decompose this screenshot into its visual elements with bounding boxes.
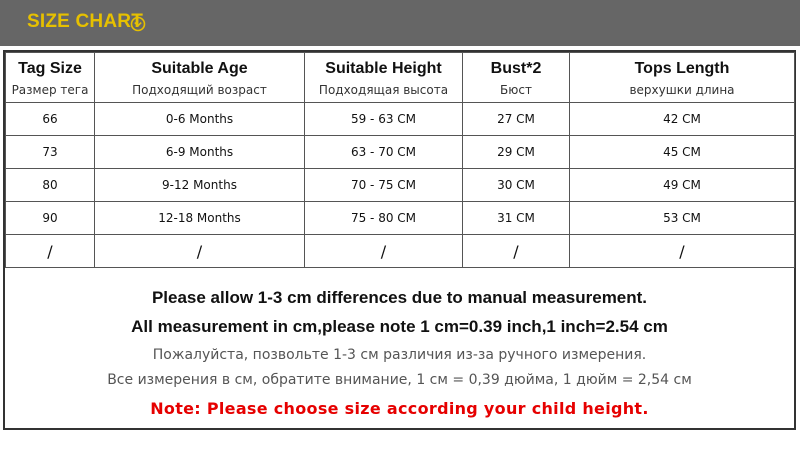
note-measurement-allowance-ru: Пожалуйста, позвольте 1-3 см различия из-за ручного измерения. [152, 347, 647, 363]
height-cell: / [305, 235, 463, 268]
table-row [6, 169, 795, 202]
age-cell: / [95, 235, 305, 268]
column-header-suitable-age [95, 53, 305, 103]
notes-section [5, 278, 794, 428]
column-header-sublabel: Подходящая высота [318, 83, 449, 97]
table-row [6, 103, 795, 136]
column-header-tag-size [6, 53, 95, 103]
column-header-sublabel: Подходящий возраст [132, 83, 267, 97]
bust-cell: 31 CM [463, 202, 570, 235]
column-header-sublabel: Размер тега [11, 83, 89, 97]
column-header-sublabel: Бюст [500, 83, 532, 97]
bust-cell: / [463, 235, 570, 268]
age-cell: 6-9 Months [95, 136, 305, 169]
tag-size-cell: / [6, 235, 95, 268]
bust-cell: 30 CM [463, 169, 570, 202]
chevron-down-circle-icon [130, 16, 146, 32]
tops-length-cell: / [570, 235, 795, 268]
tops-length-cell: 42 CM [570, 103, 795, 136]
note-size-warning: Note: Please choose size according your child height. [150, 399, 649, 418]
height-cell: 70 - 75 CM [305, 169, 463, 202]
bust-cell: 29 CM [463, 136, 570, 169]
column-header-label: Suitable Age [151, 60, 248, 77]
table-row [6, 136, 795, 169]
height-cell: 63 - 70 CM [305, 136, 463, 169]
column-header-label: Tag Size [18, 60, 82, 77]
tops-length-cell: 45 CM [570, 136, 795, 169]
column-header-bust [463, 53, 570, 103]
column-header-label: Suitable Height [325, 60, 442, 77]
table-header-row [6, 53, 795, 103]
header-bar [0, 0, 800, 46]
column-header-label: Bust*2 [490, 60, 542, 77]
column-header-tops-length [570, 53, 795, 103]
tops-length-cell: 49 CM [570, 169, 795, 202]
note-unit-conversion: All measurement in cm,please note 1 cm=0.39 inch,1 inch=2.54 cm [131, 317, 668, 336]
bust-cell: 27 CM [463, 103, 570, 136]
tag-size-cell: 66 [6, 103, 95, 136]
height-cell: 59 - 63 CM [305, 103, 463, 136]
age-cell: 9-12 Months [95, 169, 305, 202]
size-table [5, 52, 795, 268]
table-row [6, 202, 795, 235]
column-header-suitable-height [305, 53, 463, 103]
tops-length-cell: 53 CM [570, 202, 795, 235]
note-unit-conversion-ru: Все измерения в см, обратите внимание, 1 см = 0,39 дюйма, 1 дюйм = 2,54 см [107, 372, 692, 388]
size-chart-title: SIZE CHART [27, 11, 143, 32]
age-cell: 0-6 Months [95, 103, 305, 136]
tag-size-cell: 90 [6, 202, 95, 235]
note-measurement-allowance: Please allow 1-3 cm differences due to manual measurement. [151, 288, 648, 307]
column-header-label: Tops Length [634, 60, 730, 77]
tag-size-cell: 73 [6, 136, 95, 169]
tag-size-cell: 80 [6, 169, 95, 202]
table-row [6, 235, 795, 268]
column-header-sublabel: верхушки длина [629, 83, 735, 97]
height-cell: 75 - 80 CM [305, 202, 463, 235]
age-cell: 12-18 Months [95, 202, 305, 235]
